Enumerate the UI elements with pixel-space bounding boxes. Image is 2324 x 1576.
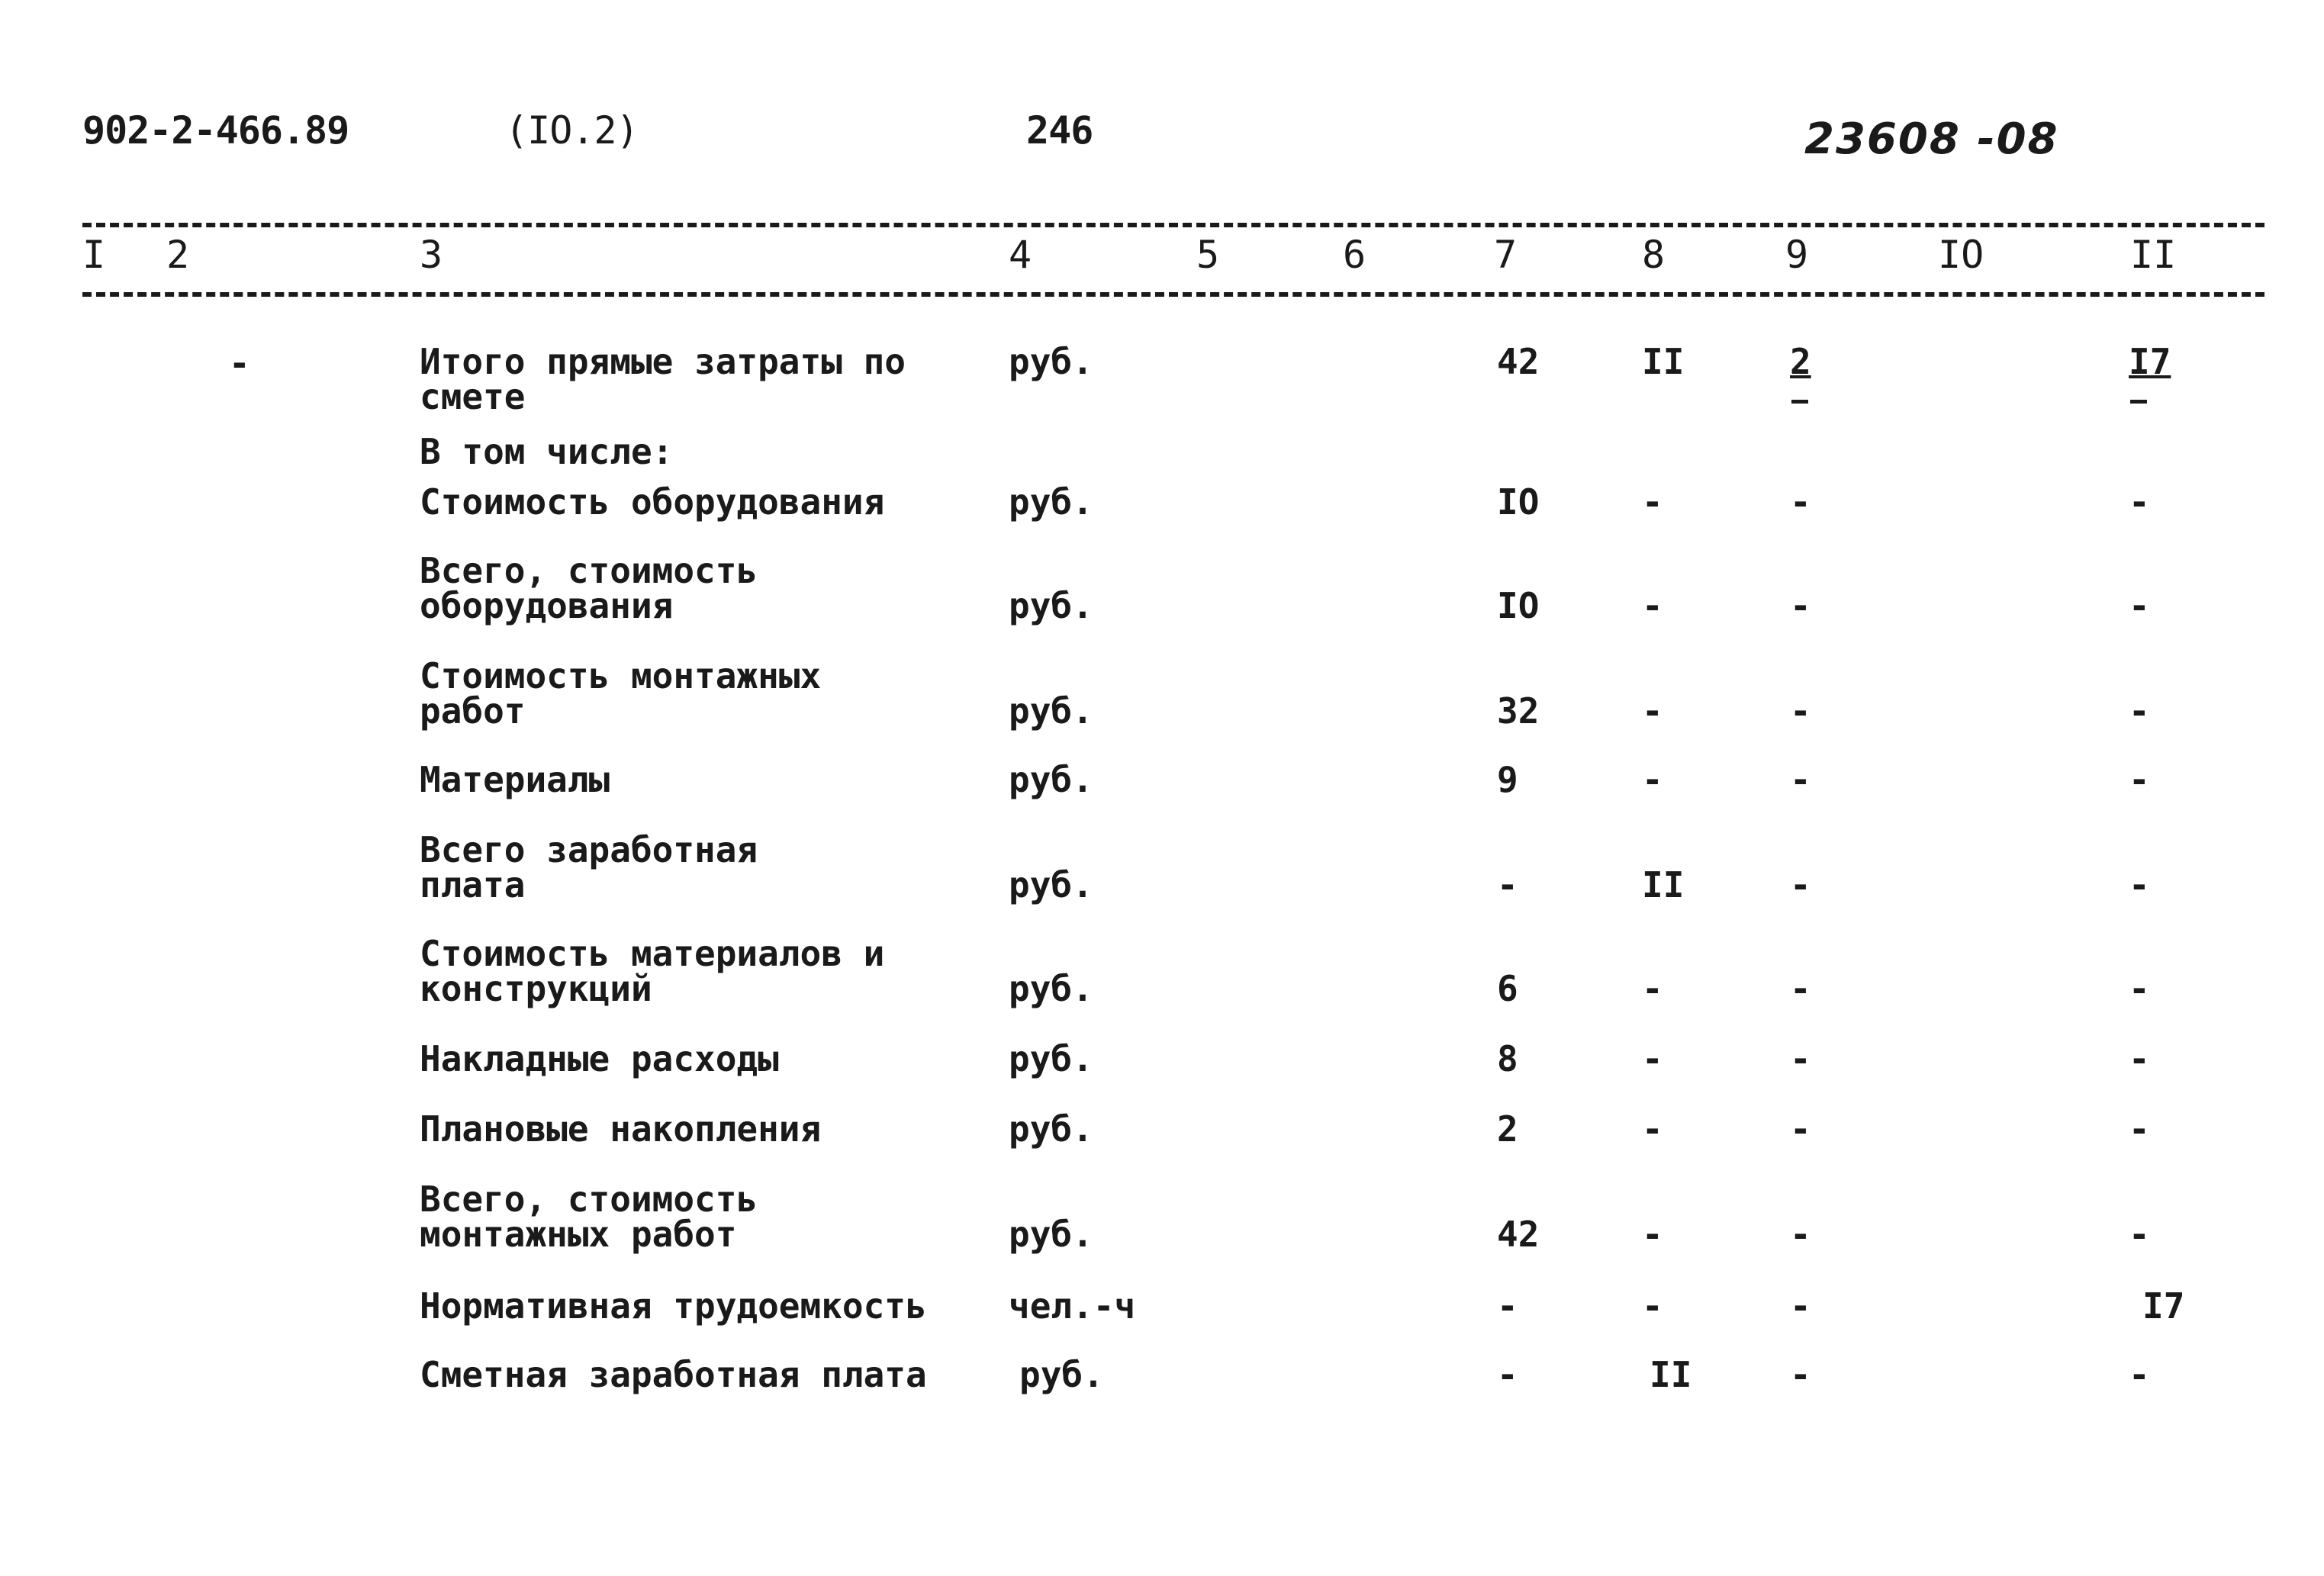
row-col9: 2 xyxy=(1790,341,1811,382)
row-col7: 42 xyxy=(1497,341,1540,382)
row-unit: руб. xyxy=(1009,1108,1093,1150)
row-col7: 6 xyxy=(1497,968,1518,1009)
column-number: II xyxy=(2130,233,2177,277)
column-number: 6 xyxy=(1343,233,1366,277)
row-position: - xyxy=(229,343,250,384)
column-number: I xyxy=(82,233,106,277)
row-col11: - xyxy=(2129,864,2150,905)
row-unit: чел.-ч xyxy=(1009,1285,1136,1327)
row-col7: IO xyxy=(1497,481,1540,523)
row-col11: - xyxy=(2129,481,2150,523)
row-col9: - xyxy=(1790,1285,1811,1327)
row-col7: 42 xyxy=(1497,1214,1540,1255)
row-unit: руб. xyxy=(1009,759,1093,800)
row-col8: - xyxy=(1642,1108,1663,1150)
inventory-number: 23608 -08 xyxy=(1804,114,2059,164)
row-unit: руб. xyxy=(1009,585,1093,626)
row-description: Всего, стоимость xyxy=(420,1179,758,1220)
column-number: 9 xyxy=(1785,233,1809,277)
row-description: Накладные расходы xyxy=(420,1038,779,1079)
row-col11: I7 xyxy=(2129,341,2171,382)
row-col11: - xyxy=(2129,690,2150,732)
row-col9: - xyxy=(1790,759,1811,800)
row-col7: 32 xyxy=(1497,690,1540,732)
row-col8: - xyxy=(1642,968,1663,1009)
row-col9: - xyxy=(1790,1214,1811,1255)
row-col7: - xyxy=(1497,864,1518,905)
row-col8: - xyxy=(1642,1214,1663,1255)
underline-mark xyxy=(1791,400,1808,404)
row-col11: - xyxy=(2129,759,2150,800)
row-unit: руб. xyxy=(1019,1354,1104,1395)
row-col11: - xyxy=(2129,1108,2150,1150)
column-number: 2 xyxy=(166,233,190,277)
row-description: Стоимость монтажных xyxy=(420,655,822,696)
row-unit: руб. xyxy=(1009,1214,1093,1255)
row-description: Стоимость материалов и xyxy=(420,933,885,974)
row-col8: - xyxy=(1642,759,1663,800)
underline-mark xyxy=(2130,400,2147,404)
row-col8: - xyxy=(1642,1038,1663,1079)
row-unit: руб. xyxy=(1009,968,1093,1009)
row-description: Материалы xyxy=(420,759,610,800)
row-description: Нормативная трудоемкость xyxy=(420,1285,927,1327)
row-description-cont: смете xyxy=(420,376,526,417)
document-code: 902-2-466.89 xyxy=(82,108,349,153)
row-col9: - xyxy=(1790,1038,1811,1079)
column-number: IO xyxy=(1938,233,1984,277)
row-col11: - xyxy=(2129,1354,2150,1395)
row-description: Плановые накопления xyxy=(420,1108,822,1150)
row-col8: - xyxy=(1642,481,1663,523)
row-col7: - xyxy=(1497,1285,1518,1327)
row-col8: II xyxy=(1642,341,1685,382)
row-col9: - xyxy=(1790,690,1811,732)
row-description-cont: оборудования xyxy=(420,585,674,626)
row-col11: I7 xyxy=(2142,1285,2185,1327)
row-unit: руб. xyxy=(1009,341,1093,382)
table-top-rule xyxy=(82,223,2264,227)
row-description: Всего, стоимость xyxy=(420,550,758,591)
table-header-rule xyxy=(82,292,2264,297)
row-description-cont: монтажных работ xyxy=(420,1214,737,1255)
row-col8: - xyxy=(1642,690,1663,732)
row-description: В том числе: xyxy=(420,431,674,472)
row-col11: - xyxy=(2129,968,2150,1009)
row-col7: 2 xyxy=(1497,1108,1518,1150)
column-number: 4 xyxy=(1009,233,1032,277)
row-col9: - xyxy=(1790,481,1811,523)
page-number: 246 xyxy=(1026,108,1093,153)
row-col9: - xyxy=(1790,1354,1811,1395)
row-col8: - xyxy=(1642,1285,1663,1327)
row-col8: II xyxy=(1650,1354,1692,1395)
row-col7: 8 xyxy=(1497,1038,1518,1079)
row-description: Стоимость оборудования xyxy=(420,481,885,523)
row-col11: - xyxy=(2129,1038,2150,1079)
column-number: 7 xyxy=(1494,233,1518,277)
row-description-cont: работ xyxy=(420,690,526,732)
section-number: (IO.2) xyxy=(505,108,639,153)
row-unit: руб. xyxy=(1009,1038,1093,1079)
column-number: 3 xyxy=(420,233,443,277)
row-col7: - xyxy=(1497,1354,1518,1395)
row-col11: - xyxy=(2129,585,2150,626)
row-unit: руб. xyxy=(1009,690,1093,732)
column-number: 8 xyxy=(1642,233,1666,277)
row-col7: 9 xyxy=(1497,759,1518,800)
column-number: 5 xyxy=(1196,233,1220,277)
row-col9: - xyxy=(1790,968,1811,1009)
row-col9: - xyxy=(1790,864,1811,905)
row-description: Итого прямые затраты по xyxy=(420,341,906,382)
row-col8: - xyxy=(1642,585,1663,626)
row-col7: IO xyxy=(1497,585,1540,626)
row-description: Всего заработная xyxy=(420,829,758,870)
row-col8: II xyxy=(1642,864,1685,905)
row-col9: - xyxy=(1790,585,1811,626)
row-unit: руб. xyxy=(1009,864,1093,905)
row-col11: - xyxy=(2129,1214,2150,1255)
row-col9: - xyxy=(1790,1108,1811,1150)
row-description-cont: плата xyxy=(420,864,526,905)
row-unit: руб. xyxy=(1009,481,1093,523)
row-description-cont: конструкций xyxy=(420,968,652,1009)
row-description: Сметная заработная плата xyxy=(420,1354,927,1395)
